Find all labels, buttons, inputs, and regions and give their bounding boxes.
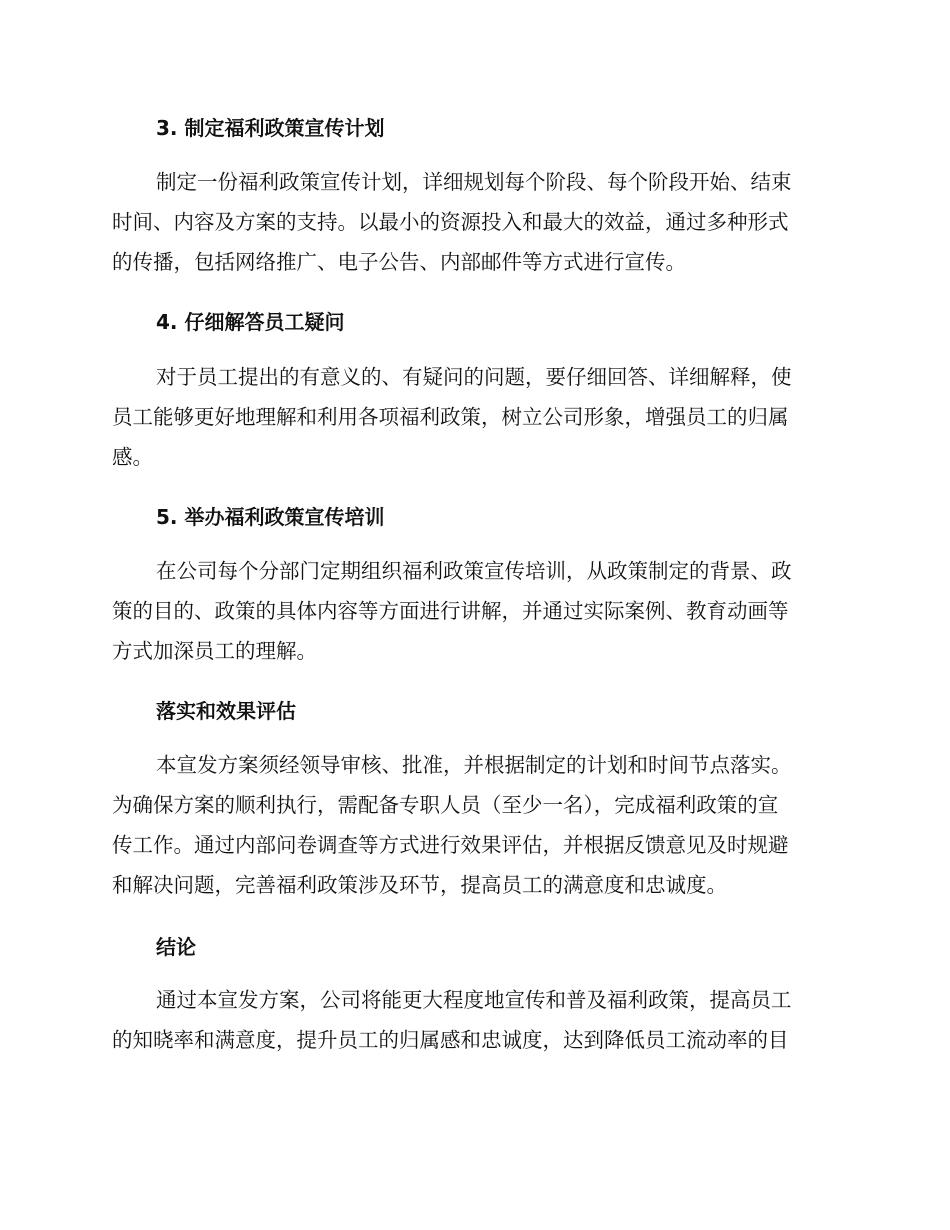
section-heading-publicity-plan: 3. 制定福利政策宣传计划 [156, 116, 385, 140]
paragraph-line: 传工作。通过内部问卷调查等方式进行效果评估，并根据反馈意见及时规避 [112, 833, 789, 857]
section-heading-evaluation: 落实和效果评估 [156, 699, 296, 723]
paragraph-line: 在公司每个分部门定期组织福利政策宣传培训，从政策制定的背景、政 [156, 559, 792, 583]
paragraph-line: 策的目的、政策的具体内容等方面进行讲解，并通过实际案例、教育动画等 [112, 599, 789, 623]
paragraph-evaluation [112, 745, 832, 905]
paragraph-publicity-plan [112, 162, 832, 282]
paragraph-line: 和解决问题，完善福利政策涉及环节，提高员工的满意度和忠诚度。 [112, 873, 727, 897]
paragraph-training [112, 551, 832, 671]
paragraph-line: 对于员工提出的有意义的、有疑问的问题，要仔细回答、详细解释，使 [156, 365, 792, 389]
paragraph-line: 感。 [112, 445, 153, 469]
paragraph-conclusion [112, 980, 832, 1060]
paragraph-answer-questions [112, 357, 832, 477]
paragraph-line: 的传播，包括网络推广、电子公告、内部邮件等方式进行宣传。 [112, 250, 686, 274]
paragraph-line: 员工能够更好地理解和利用各项福利政策，树立公司形象，增强员工的归属 [112, 405, 789, 429]
section-heading-answer-questions: 4. 仔细解答员工疑问 [156, 310, 345, 334]
paragraph-line: 为确保方案的顺利执行，需配备专职人员（至少一名），完成福利政策的宣 [112, 793, 779, 817]
paragraph-line: 的知晓率和满意度，提升员工的归属感和忠诚度，达到降低员工流动率的目 [112, 1028, 789, 1052]
paragraph-line: 方式加深员工的理解。 [112, 639, 317, 663]
section-heading-conclusion: 结论 [156, 935, 196, 959]
paragraph-line: 本宣发方案须经领导审核、批准，并根据制定的计划和时间节点落实。 [156, 753, 792, 777]
section-heading-training: 5. 举办福利政策宣传培训 [156, 505, 385, 529]
paragraph-line: 通过本宣发方案，公司将能更大程度地宣传和普及福利政策，提高员工 [156, 988, 792, 1012]
paragraph-line: 时间、内容及方案的支持。以最小的资源投入和最大的效益，通过多种形式 [112, 210, 789, 234]
paragraph-line: 制定一份福利政策宣传计划，详细规划每个阶段、每个阶段开始、结束 [156, 170, 792, 194]
